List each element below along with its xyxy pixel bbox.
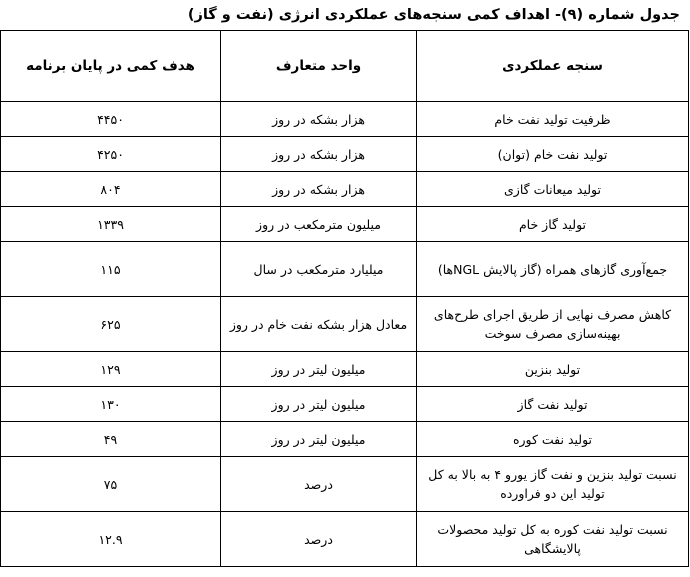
table-row bbox=[1, 137, 689, 172]
metric-cell: تولید گاز خام bbox=[417, 207, 689, 242]
metric-cell: جمع‌آوری گازهای همراه (گاز پالایش NGLها) bbox=[417, 242, 689, 297]
target-cell: ۱۳۰ bbox=[1, 387, 221, 422]
table-row bbox=[1, 387, 689, 422]
target-cell: ۴۹ bbox=[1, 422, 221, 457]
metric-cell: تولید بنزین bbox=[417, 352, 689, 387]
table-row bbox=[1, 102, 689, 137]
target-cell: ۱۳۳۹ bbox=[1, 207, 221, 242]
metric-cell: تولید نفت خام (توان) bbox=[417, 137, 689, 172]
metric-cell: ظرفیت تولید نفت خام bbox=[417, 102, 689, 137]
metric-cell: کاهش مصرف نهایی از طریق اجرای طرح‌های بهینه‌سازی مصرف سوخت bbox=[417, 297, 689, 352]
table-row bbox=[1, 457, 689, 512]
metric-cell: نسبت تولید بنزین و نفت گاز یورو ۴ به بالا به کل تولید این دو فراورده bbox=[417, 457, 689, 512]
target-cell: ۴۲۵۰ bbox=[1, 137, 221, 172]
table-row bbox=[1, 352, 689, 387]
unit-cell: درصد bbox=[221, 512, 417, 567]
unit-cell: میلیون لیتر در روز bbox=[221, 422, 417, 457]
unit-cell: میلیارد مترمکعب در سال bbox=[221, 242, 417, 297]
metric-cell: نسبت تولید نفت کوره به کل تولید محصولات پالایشگاهی bbox=[417, 512, 689, 567]
table-row bbox=[1, 172, 689, 207]
header-unit: واحد متعارف bbox=[221, 31, 417, 102]
unit-cell: معادل هزار بشکه نفت خام در روز bbox=[221, 297, 417, 352]
table-row bbox=[1, 242, 689, 297]
unit-cell: میلیون مترمکعب در روز bbox=[221, 207, 417, 242]
metric-cell: تولید میعانات گازی bbox=[417, 172, 689, 207]
target-cell: ۷۵ bbox=[1, 457, 221, 512]
performance-targets-table bbox=[0, 30, 689, 567]
table-row bbox=[1, 207, 689, 242]
target-cell: ۸۰۴ bbox=[1, 172, 221, 207]
table-row bbox=[1, 297, 689, 352]
unit-cell: هزار بشکه در روز bbox=[221, 137, 417, 172]
unit-cell: درصد bbox=[221, 457, 417, 512]
table-caption: جدول شماره (۹)- اهداف کمی سنجه‌های عملکردی انرژی (نفت و گاز) bbox=[187, 7, 680, 23]
table-row bbox=[1, 422, 689, 457]
table-row bbox=[1, 512, 689, 567]
unit-cell: هزار بشکه در روز bbox=[221, 102, 417, 137]
target-cell: ۶۲۵ bbox=[1, 297, 221, 352]
table-header-row bbox=[1, 31, 689, 102]
target-cell: ۱۲۹ bbox=[1, 352, 221, 387]
target-cell: ۴۴۵۰ bbox=[1, 102, 221, 137]
unit-cell: میلیون لیتر در روز bbox=[221, 352, 417, 387]
header-target: هدف کمی در پایان برنامه bbox=[1, 31, 221, 102]
metric-cell: تولید نفت کوره bbox=[417, 422, 689, 457]
target-cell: ۱۱۵ bbox=[1, 242, 221, 297]
unit-cell: میلیون لیتر در روز bbox=[221, 387, 417, 422]
metric-cell: تولید نفت گاز bbox=[417, 387, 689, 422]
unit-cell: هزار بشکه در روز bbox=[221, 172, 417, 207]
header-metric: سنجه عملکردی bbox=[417, 31, 689, 102]
target-cell: ۱۲.۹ bbox=[1, 512, 221, 567]
